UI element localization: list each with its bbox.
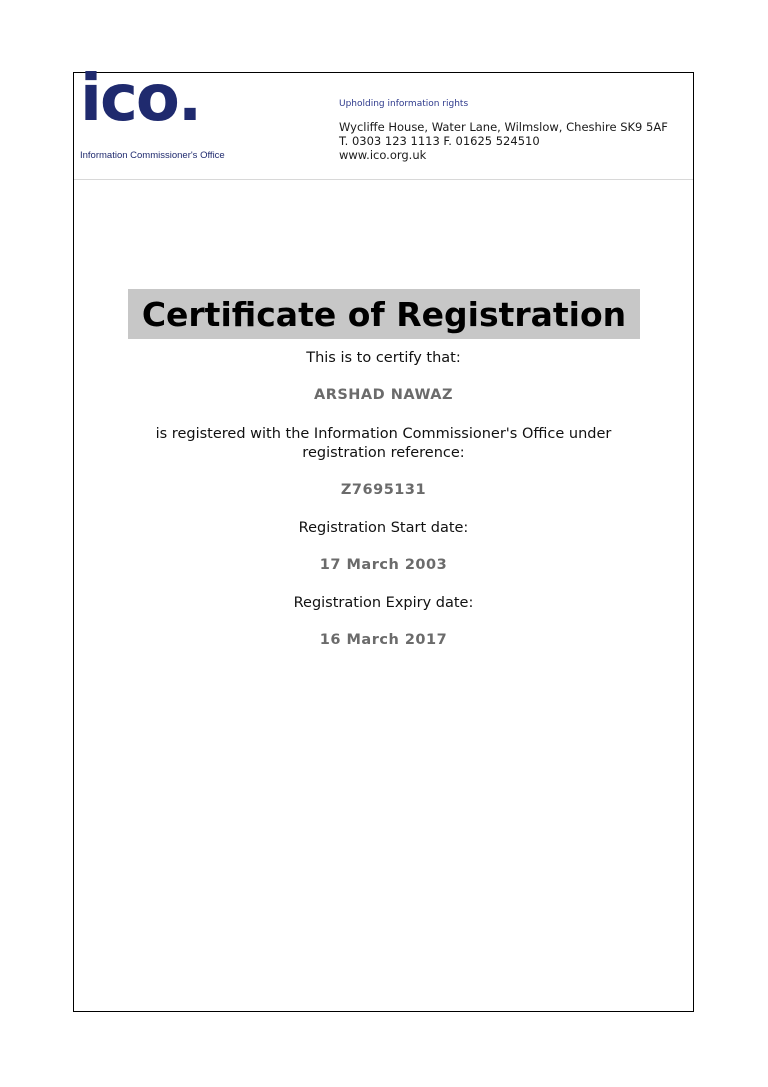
title-band bbox=[128, 289, 640, 339]
address-line: Wycliffe House, Water Lane, Wilmslow, Cheshire SK9 5AF bbox=[339, 120, 668, 134]
registrant-name: ARSHAD NAWAZ bbox=[313, 387, 454, 403]
expiry-date-label: Registration Expiry date: bbox=[293, 595, 474, 611]
phone-line: T. 0303 123 1113 F. 01625 524510 bbox=[339, 134, 540, 148]
contact-block bbox=[339, 120, 668, 162]
tagline: Upholding information rights bbox=[339, 99, 469, 109]
registered-statement-line-2: registration reference: bbox=[302, 445, 465, 461]
logo-subtitle: Information Commissioner's Office bbox=[80, 150, 225, 161]
certificate-page bbox=[73, 62, 694, 1012]
registration-reference: Z7695131 bbox=[340, 482, 427, 498]
registered-statement-line-1: is registered with the Information Commissioner's Office under bbox=[155, 426, 612, 442]
start-date-label: Registration Start date: bbox=[298, 520, 469, 536]
certificate-title: Certificate of Registration bbox=[141, 294, 627, 334]
logo-wordmark: ico. bbox=[80, 62, 201, 136]
header-divider bbox=[74, 179, 693, 180]
start-date-value: 17 March 2003 bbox=[319, 557, 448, 573]
website-line: www.ico.org.uk bbox=[339, 148, 427, 162]
expiry-date-value: 16 March 2017 bbox=[319, 632, 448, 648]
intro-text: This is to certify that: bbox=[306, 350, 461, 366]
ico-logo bbox=[80, 62, 230, 163]
